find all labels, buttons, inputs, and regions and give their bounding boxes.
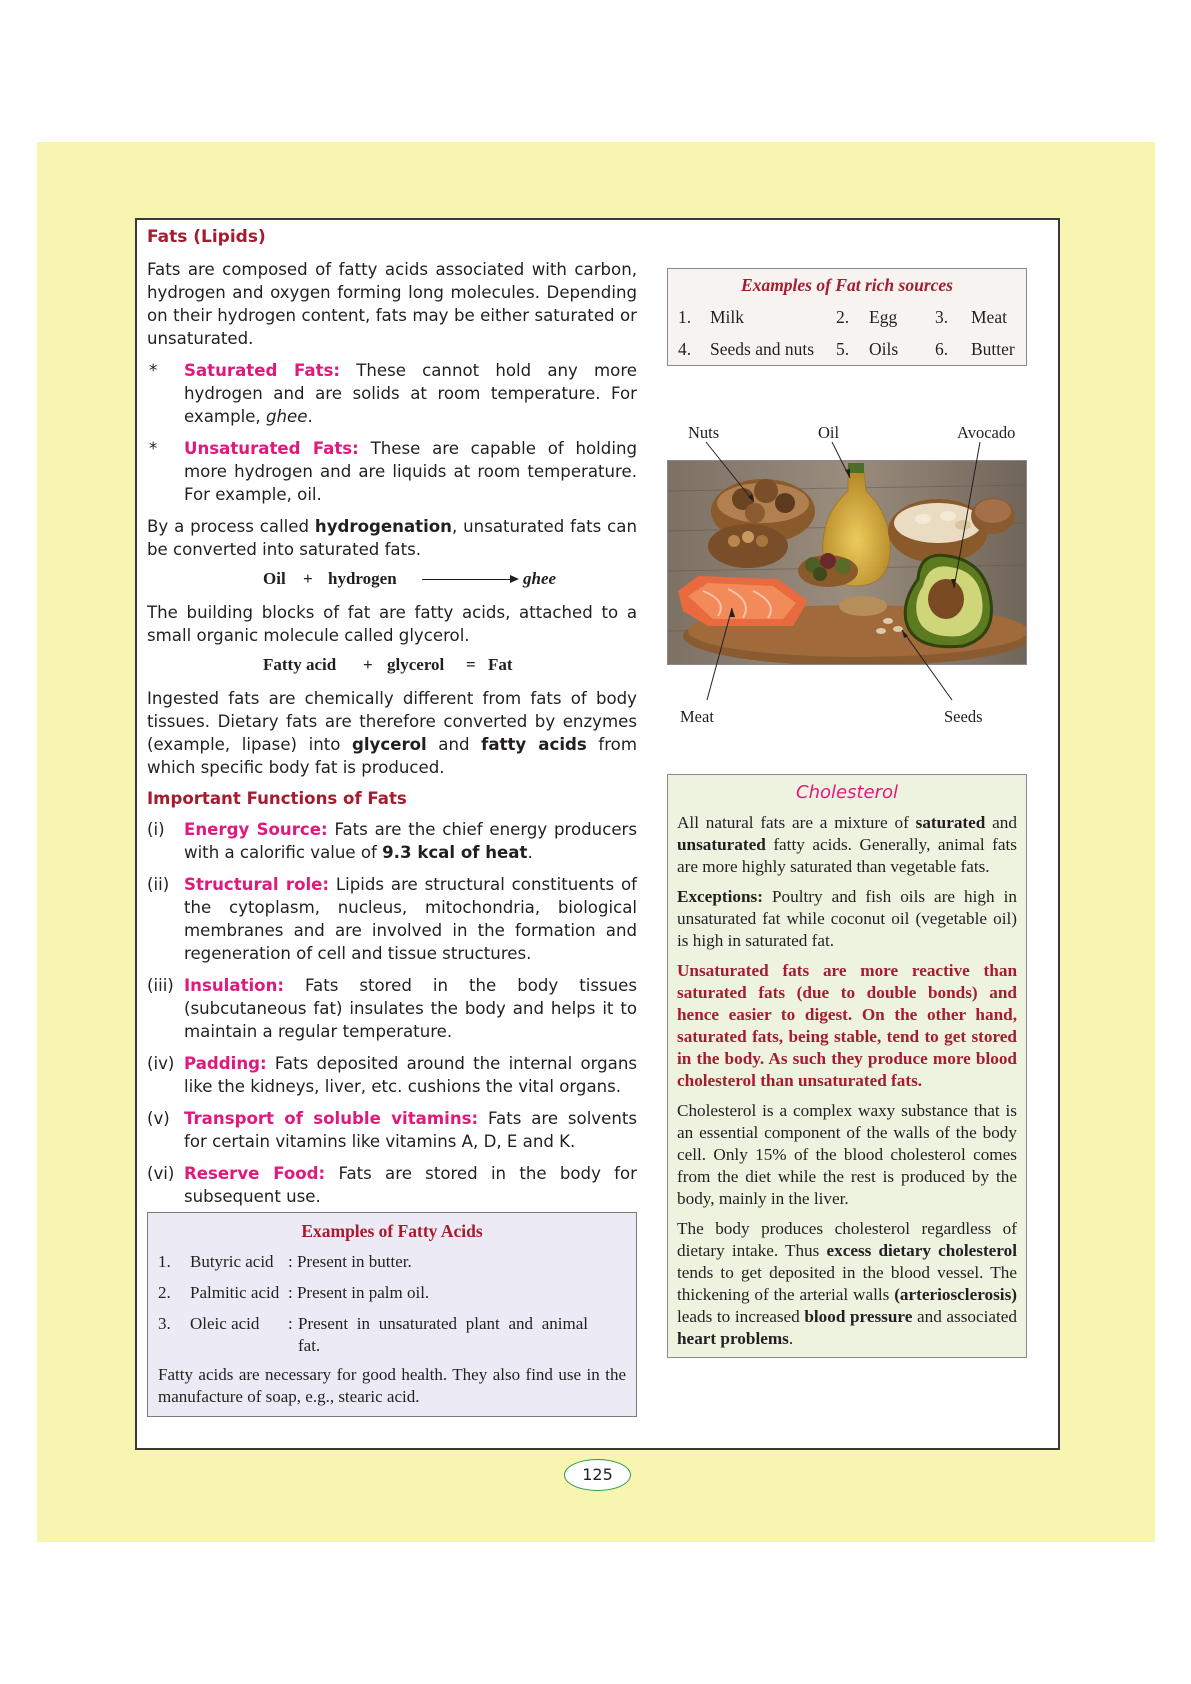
function-text: Fats stored in the body tissues (subcutaneous fat) insulates the body and helps it to maintain a regular temperature.: [184, 976, 637, 1041]
acid-desc: Present in unsaturated plant and animal fat.: [298, 1314, 588, 1355]
function-text: Fats are solvents for certain vitamins like vitamins A, D, E and K.: [184, 1109, 637, 1151]
text-run: fatty acids. Generally, animal fats are more highly saturated than vegetable fats.: [677, 835, 1017, 876]
text-run: All natural fats are a mixture of: [677, 813, 916, 832]
fatty-acid-row: [158, 1251, 626, 1273]
acid-name: Oleic acid: [190, 1314, 260, 1333]
source-name: Seeds and nuts: [710, 339, 815, 359]
eq-glycerol: glycerol: [387, 655, 445, 674]
text-run: .: [788, 1329, 794, 1348]
source-number: 6.: [935, 339, 949, 359]
intro-paragraph: Fats are composed of fatty acids associated with carbon, hydrogen and oxygen forming long molecules. Depending on their hydrogen content, fats may be either saturated or unsaturated.: [147, 260, 637, 348]
fatty-acid-row: [158, 1313, 626, 1357]
left-column: [147, 226, 637, 1417]
text-bold: (arteriosclerosis): [894, 1285, 1017, 1304]
source-number: 4.: [678, 339, 692, 359]
source-name: Meat: [971, 307, 1007, 327]
label-oil: Oil: [818, 423, 840, 442]
cholesterol-paragraph-2: [677, 886, 1017, 952]
row-number: 3.: [158, 1314, 171, 1333]
acid-desc: : Present in palm oil.: [288, 1283, 430, 1302]
eq-equals: =: [466, 655, 476, 674]
hydrogenation-paragraph: [147, 515, 637, 561]
text-bold: blood pressure: [804, 1307, 913, 1326]
function-label: Reserve Food:: [184, 1164, 326, 1183]
saturated-end: .: [307, 407, 313, 426]
label-seeds: Seeds: [944, 707, 983, 726]
cholesterol-paragraph-4: Cholesterol is a complex waxy substance that is an essential component of the walls of the body cell. Only 15% of the blood cholesterol comes from the diet while the rest is produced by the body, mainly in the liver.: [677, 1101, 1017, 1208]
building-blocks-paragraph: The building blocks of fat are fatty acids, attached to a small organic molecule called glycerol.: [147, 603, 637, 645]
function-number: (i): [147, 820, 165, 839]
saturated-text: These cannot hold any more hydrogen and are solids at room temperature. For example,: [184, 361, 637, 426]
saturated-example: ghee: [265, 407, 308, 426]
source-name: Oils: [869, 339, 899, 359]
text-run: and associated: [912, 1307, 1018, 1326]
acid-desc: : Present in butter.: [288, 1252, 412, 1271]
ingested-fats-paragraph: [147, 687, 637, 779]
text-run: tends to get deposited in the blood vessel. The thickening of the arterial walls: [677, 1263, 1017, 1304]
acid-name: Butyric acid: [190, 1252, 274, 1271]
fatty-acids-examples-box: [147, 1212, 637, 1417]
function-text: Lipids are structural constituents of the cytoplasm, nucleus, mitochondria, biological membranes and are involved in the formation and regeneration of cell and tissue structures.: [184, 875, 637, 963]
fatty-box-title: Examples of Fatty Acids: [301, 1221, 483, 1241]
source-name: Milk: [710, 307, 745, 327]
hydro-post: , unsaturated fats can be converted into saturated fats.: [147, 517, 637, 559]
label-meat: Meat: [680, 707, 714, 726]
function-item: [147, 974, 637, 1043]
function-number: (iv): [147, 1054, 175, 1073]
functions-heading: Important Functions of Fats: [147, 789, 407, 808]
function-label: Transport of soluble vitamins:: [184, 1109, 479, 1128]
function-number: (iii): [147, 976, 174, 995]
source-number: 1.: [678, 307, 692, 327]
function-end: .: [527, 843, 533, 862]
ingested-pre: Ingested fats are chemically different from fats of body tissues. Dietary fats are therefore converted by enzymes (example, lipase) into: [147, 689, 637, 754]
eq-hydrogen: hydrogen: [328, 569, 397, 588]
cholesterol-title: Cholesterol: [796, 782, 898, 803]
function-label: Padding:: [184, 1054, 267, 1073]
source-name: Egg: [869, 307, 898, 327]
function-number: (ii): [147, 875, 170, 894]
text-run: and: [985, 813, 1017, 832]
cholesterol-box: [667, 774, 1027, 1358]
text-bold: excess dietary cholesterol: [826, 1241, 1017, 1260]
eq-fat: Fat: [488, 655, 513, 674]
source-number: 2.: [836, 307, 850, 327]
eq-fatty-acid: Fatty acid: [263, 655, 337, 674]
eq-oil: Oil: [263, 569, 286, 588]
cholesterol-paragraph-1: [677, 812, 1017, 878]
function-number: (v): [147, 1109, 170, 1128]
text-run: leads to increased: [677, 1307, 805, 1326]
unsaturated-label: Unsaturated Fats:: [184, 439, 359, 458]
sources-title: Examples of Fat rich sources: [741, 275, 953, 295]
source-number: 3.: [935, 307, 949, 327]
function-bold: 9.3 kcal of heat: [382, 843, 528, 862]
ingested-post: from which specific body fat is produced.: [147, 735, 637, 777]
cholesterol-paragraph-5: [677, 1218, 1017, 1350]
saturated-label: Saturated Fats:: [184, 361, 341, 380]
acid-colon: :: [288, 1314, 293, 1333]
hydro-bold: hydrogenation: [314, 517, 452, 536]
source-number: 5.: [836, 339, 850, 359]
text-bold: saturated: [915, 813, 986, 832]
saturated-fats-item: [147, 359, 637, 428]
unsaturated-fats-item: [147, 437, 637, 506]
function-text: Fats deposited around the internal organs like the kidneys, liver, etc. cushions the vital organs.: [184, 1054, 637, 1096]
hydrogenation-equation: [147, 568, 637, 590]
section-title-fats: Fats (Lipids): [147, 227, 266, 247]
unsaturated-text: These are capable of holding more hydrogen and are liquids at room temperature. For example, oil.: [184, 439, 637, 504]
acid-name: Palmitic acid: [190, 1283, 280, 1302]
function-item: [147, 873, 637, 965]
eq-ghee: ghee: [523, 569, 557, 588]
fat-equation: [147, 654, 637, 676]
function-item: [147, 1162, 637, 1208]
function-number: (vi): [147, 1164, 175, 1183]
fatty-box-note: Fatty acids are necessary for good health. They also find use in the manufacture of soap, e.g., stearic acid.: [158, 1365, 626, 1406]
source-name: Butter: [971, 339, 1015, 359]
photo-leader-lines: [662, 220, 1052, 740]
fatty-acid-row: [158, 1282, 626, 1304]
arrow-right-icon: [422, 579, 517, 580]
row-number: 1.: [158, 1252, 171, 1271]
eq-plus: +: [303, 569, 313, 588]
function-item: [147, 1107, 637, 1153]
eq-plus: +: [363, 655, 373, 674]
function-text: Fats are stored in the body for subsequent use.: [184, 1164, 637, 1206]
page-number: 125: [564, 1459, 631, 1491]
content-frame: [135, 218, 1060, 1450]
function-label: Insulation:: [184, 976, 285, 995]
cholesterol-paragraph-3: Unsaturated fats are more reactive than saturated fats (due to double bonds) and hence easier to digest. On the other hand, saturated fats, being stable, tend to get stored in the body. As such they produce more blood cholesterol than unsaturated fats.: [677, 961, 1017, 1090]
text-bold: heart problems: [677, 1329, 789, 1348]
hydro-pre: By a process called: [147, 517, 315, 536]
function-label: Structural role:: [184, 875, 330, 894]
bullet-star: *: [149, 361, 158, 380]
text-run: The body produces cholesterol regardless of dietary intake. Thus: [677, 1219, 1017, 1260]
ingested-glycerol: glycerol: [351, 735, 427, 754]
function-text: Fats are the chief energy producers with a calorific value of: [184, 820, 638, 862]
function-item: [147, 1052, 637, 1098]
label-nuts: Nuts: [688, 423, 720, 442]
text-run: Poultry and fish oils are high in unsaturated fat while coconut oil (vegetable oil) is high in saturated fat.: [677, 887, 1017, 950]
ingested-mid: and: [426, 735, 482, 754]
text-bold: Exceptions:: [677, 887, 763, 906]
function-label: Energy Source:: [184, 820, 328, 839]
label-avocado: Avocado: [957, 423, 1016, 442]
text-bold: unsaturated: [677, 835, 766, 854]
ingested-fatty-acids: fatty acids: [481, 735, 587, 754]
function-item: [147, 818, 637, 864]
row-number: 2.: [158, 1283, 171, 1302]
bullet-star: *: [149, 439, 158, 458]
